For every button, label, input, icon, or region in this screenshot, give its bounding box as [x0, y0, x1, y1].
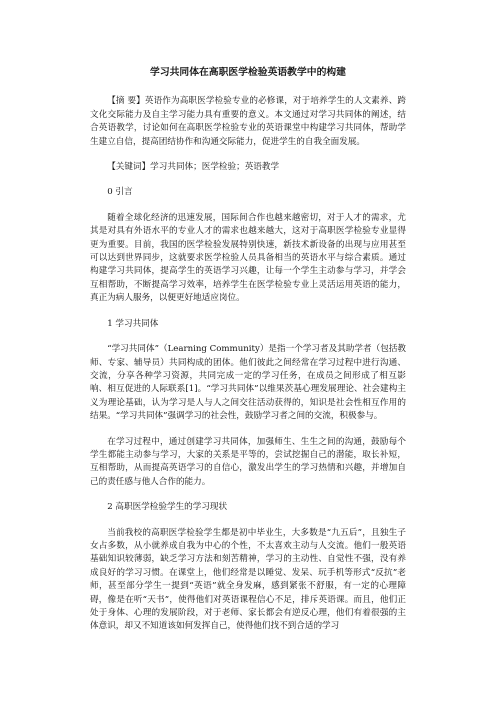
abstract	[90, 95, 406, 149]
section-heading-learning-community: 1 学习共同体	[107, 318, 159, 329]
keywords	[90, 161, 406, 174]
page-title: 学习共同体在高职医学检验英语教学中的构建	[150, 67, 346, 78]
abstract-label: 【摘 要】	[107, 96, 145, 107]
section-heading-student-status: 2 高职医学检验学生的学习现状	[107, 502, 228, 513]
body-paragraph: 在学习过程中，通过创建学习共同体，加强师生、生生之间的沟通，鼓励每个学生都能主动参与学习，大家的关系是平等的，尝试挖掘自己的潜能，取长补短，互相帮助，从而提高英语学习的自信心，激发出学生的学习热情和兴趣，并增加自己的责任感与他人合作的能力。	[90, 436, 406, 487]
abstract-text: 英语作为高职医学检验专业的必修课，对于培养学生的人文素养、跨文化交际能力及自主学习能力具有重要的意义。本文通过对学习共同体的阐述，结合英语教学，讨论如何在高职医学检验专业的英语课堂中构建学习共同体，帮助学生建立自信，提高团结协作和沟通交际能力，促进学生的自我全面发展。	[90, 96, 406, 147]
keywords-text: 学习共同体；医学检验；英语教学	[150, 162, 280, 173]
body-paragraph: 当前我校的高职医学检验学生都是初中毕业生，大多数是“九五后”，且独生子女占多数，从小就养成自我为中心的个性，不太喜欢主动与人交流。他们一般英语基础知识较薄弱，缺乏学习方法和刻苦精神，学习的主动性、自觉性不强，没有养成良好的学习习惯。在课堂上，他们经常是以睡觉、发呆、玩手机等形式“反抗”老师，甚至部分学生一提到“英语”就全身发麻，感到紧张不舒服，有一定的心理障碍，像是在听“天书”，使得他们对英语课程信心不足，排斥英语课。而且，他们正处于身体、心理的发展阶段，对于老师、家长都会有逆反心理，他们有着很强的主体意识，却又不知道该如何发挥自己，使得他们找不到合适的学习	[90, 527, 406, 632]
section-heading-intro: 0 引言	[107, 187, 133, 198]
body-paragraph: “学习共同体”（Learning Community）是指一个学习者及其助学者（包括教师、专家、辅导员）共同构成的团体。他们彼此之间经常在学习过程中进行沟通、交流，分享各种学习资源，共同完成一定的学习任务，在成员之间形成了相互影响、相互促进的人际联系[1]。“学习共同体”以维果茨基心理发展理论、社会建构主义为理论基础，认为学习是人与人之间交往活动获得的，知识是社会性相互作用的结果。“学习共同体”强调学习的社会性，鼓励学习者之间的交流，积极参与。	[90, 344, 406, 422]
body-paragraph: 随着全球化经济的迅速发展，国际间合作也越来越密切，对于人才的需求，尤其是对具有外语水平的专业人才的需求也越来越大，这对于高职医学检验专业显得更为重要。目前，我国的医学检验发展特别快速，新技术新设备的出现与应用甚至可以达到世界同步，这就要求医学检验人员具备相当的英语水平与综合素质。通过构建学习共同体，提高学生的英语学习兴趣，让每一个学生主动参与学习，并学会互相帮助，不断提高学习效率，培养学生在医学检验专业上灵活运用英语的能力，真正为病人服务，以便更好地适应岗位。	[90, 212, 406, 304]
keywords-label: 【关键词】	[107, 162, 151, 173]
